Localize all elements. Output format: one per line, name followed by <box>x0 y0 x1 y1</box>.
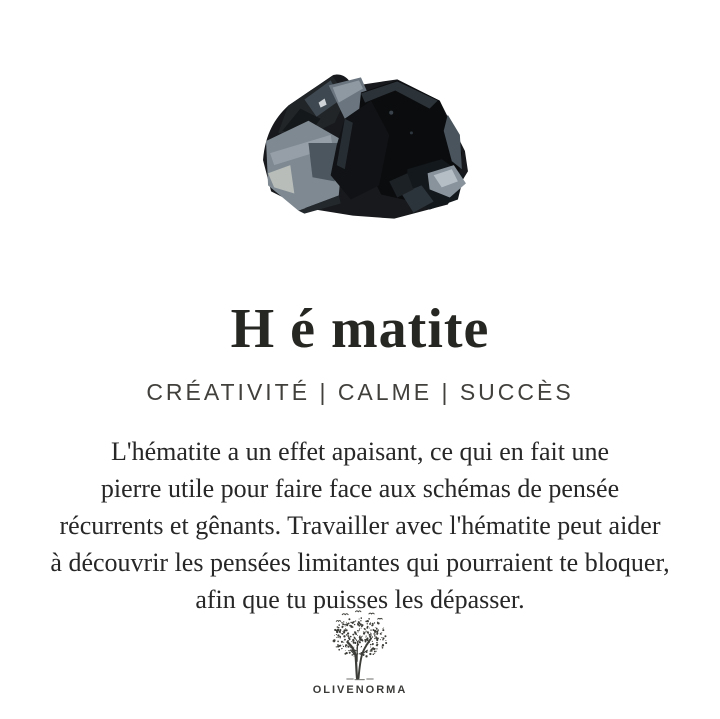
hematite-crystal-icon <box>260 72 472 220</box>
description-line: à découvrir les pensées limitantes qui pourraient te bloquer, <box>50 548 670 577</box>
description-line: pierre utile pour faire face aux schémas de pensée <box>100 474 620 503</box>
hematite-crystal-photo <box>260 72 472 220</box>
page-title: H é matite <box>230 298 490 360</box>
brand-logo <box>0 608 720 696</box>
birds-icon <box>336 611 382 621</box>
brand-name: OLIVENORMA <box>312 684 408 696</box>
description-line: L'hématite a un effet apaisant, ce qui en fait une <box>111 437 609 466</box>
keywords-subtitle: CRÉATIVITÉ | CALME | SUCCÈS <box>146 379 574 405</box>
description-text <box>10 433 710 618</box>
olive-tree-icon <box>323 608 397 682</box>
description-line: afin que tu puisses les dépasser. <box>195 585 525 614</box>
description-line: récurrents et gênants. Travailler avec l'hématite peut aider <box>59 511 661 540</box>
